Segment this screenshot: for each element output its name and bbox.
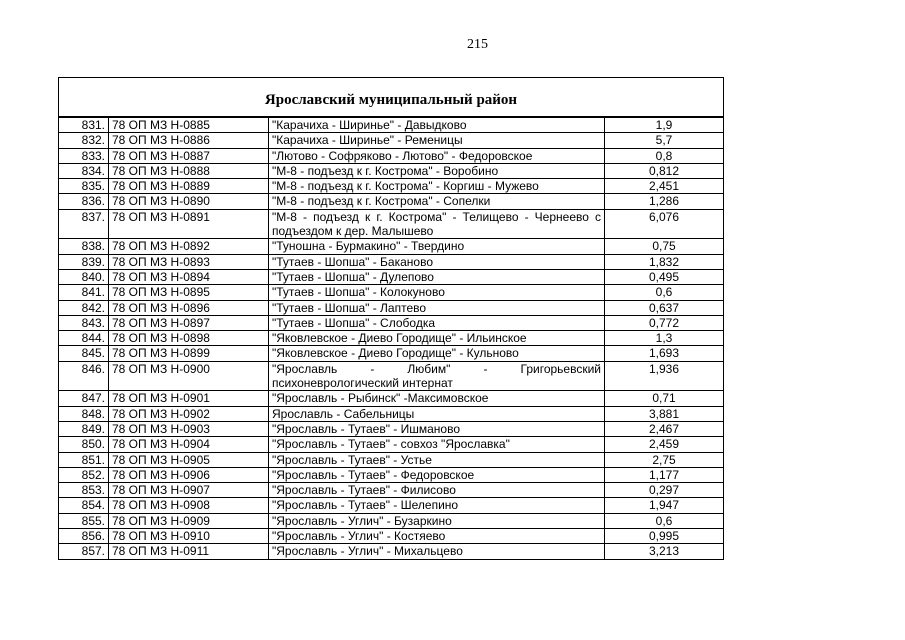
road-code: 78 ОП МЗ Н-0891 xyxy=(109,209,269,239)
table-row xyxy=(59,406,724,421)
row-number: 840. xyxy=(59,269,109,284)
road-length: 0,75 xyxy=(605,239,724,254)
road-code: 78 ОП МЗ Н-0897 xyxy=(109,315,269,330)
district-header xyxy=(58,77,724,117)
road-code: 78 ОП МЗ Н-0895 xyxy=(109,285,269,300)
row-number: 846. xyxy=(59,361,109,391)
page-number: 215 xyxy=(467,37,488,52)
row-number: 839. xyxy=(59,254,109,269)
road-code: 78 ОП МЗ Н-0902 xyxy=(109,406,269,421)
road-code: 78 ОП МЗ Н-0885 xyxy=(109,118,269,133)
road-code: 78 ОП МЗ Н-0903 xyxy=(109,421,269,436)
row-number: 836. xyxy=(59,194,109,209)
table-row xyxy=(59,452,724,467)
table-row xyxy=(59,300,724,315)
road-name: "Ярославль - Тутаев" - Шелепино xyxy=(269,498,605,513)
row-number: 838. xyxy=(59,239,109,254)
road-name: "Тутаев - Шопша" - Лаптево xyxy=(269,300,605,315)
road-code: 78 ОП МЗ Н-0893 xyxy=(109,254,269,269)
road-length: 1,177 xyxy=(605,467,724,482)
road-code: 78 ОП МЗ Н-0901 xyxy=(109,391,269,406)
road-code: 78 ОП МЗ Н-0900 xyxy=(109,361,269,391)
road-length: 0,297 xyxy=(605,483,724,498)
road-name: "Ярославль - Тутаев" - совхоз "Ярославка" xyxy=(269,437,605,452)
road-length: 0,6 xyxy=(605,285,724,300)
row-number: 855. xyxy=(59,513,109,528)
road-code: 78 ОП МЗ Н-0906 xyxy=(109,467,269,482)
table-row xyxy=(59,118,724,133)
road-length: 2,459 xyxy=(605,437,724,452)
table-row xyxy=(59,331,724,346)
row-number: 848. xyxy=(59,406,109,421)
district-title: Ярославский муниципальный район xyxy=(264,92,518,108)
road-name: "Лютово - Софряково - Лютово" - Федоровское xyxy=(269,148,605,163)
row-number: 843. xyxy=(59,315,109,330)
road-name: "Тутаев - Шопша" - Баканово xyxy=(269,254,605,269)
table-row xyxy=(59,239,724,254)
road-length: 1,947 xyxy=(605,498,724,513)
road-code: 78 ОП МЗ Н-0909 xyxy=(109,513,269,528)
road-length: 2,451 xyxy=(605,179,724,194)
row-number: 834. xyxy=(59,163,109,178)
road-code: 78 ОП МЗ Н-0886 xyxy=(109,133,269,148)
table-row xyxy=(59,148,724,163)
roads-table xyxy=(58,117,724,560)
road-code: 78 ОП МЗ Н-0889 xyxy=(109,179,269,194)
road-name: "Ярославль - Углич" - Михальцево xyxy=(269,544,605,559)
road-name: "Ярославль - Тутаев" - Ишманово xyxy=(269,421,605,436)
road-length: 2,467 xyxy=(605,421,724,436)
road-name: "М-8 - подъезд к г. Кострома" - Телищево - Чернеево с подъездом к дер. Малышево xyxy=(269,209,605,239)
table-row xyxy=(59,529,724,544)
table-row xyxy=(59,421,724,436)
row-number: 845. xyxy=(59,346,109,361)
row-number: 854. xyxy=(59,498,109,513)
row-number: 853. xyxy=(59,483,109,498)
road-code: 78 ОП МЗ Н-0890 xyxy=(109,194,269,209)
road-code: 78 ОП МЗ Н-0896 xyxy=(109,300,269,315)
road-code: 78 ОП МЗ Н-0894 xyxy=(109,269,269,284)
table-row xyxy=(59,179,724,194)
row-number: 831. xyxy=(59,118,109,133)
road-code: 78 ОП МЗ Н-0911 xyxy=(109,544,269,559)
road-length: 0,995 xyxy=(605,529,724,544)
row-number: 842. xyxy=(59,300,109,315)
road-length: 0,637 xyxy=(605,300,724,315)
row-number: 835. xyxy=(59,179,109,194)
road-length: 3,881 xyxy=(605,406,724,421)
row-number: 856. xyxy=(59,529,109,544)
road-name: "Тутаев - Шопша" - Колокуново xyxy=(269,285,605,300)
table-row xyxy=(59,194,724,209)
road-code: 78 ОП МЗ Н-0898 xyxy=(109,331,269,346)
road-name: "Ярославль - Углич" - Бузаркино xyxy=(269,513,605,528)
row-number: 857. xyxy=(59,544,109,559)
table-row xyxy=(59,254,724,269)
road-name: "Ярославль - Любим" - Григорьевский психоневрологический интернат xyxy=(269,361,605,391)
table-row xyxy=(59,346,724,361)
road-code: 78 ОП МЗ Н-0888 xyxy=(109,163,269,178)
road-name: "Туношна - Бурмакино" - Твердино xyxy=(269,239,605,254)
row-number: 844. xyxy=(59,331,109,346)
road-length: 5,7 xyxy=(605,133,724,148)
road-name: "Ярославль - Углич" - Костяево xyxy=(269,529,605,544)
table-row xyxy=(59,437,724,452)
table-row xyxy=(59,391,724,406)
road-name: "Тутаев - Шопша" - Слободка xyxy=(269,315,605,330)
road-code: 78 ОП МЗ Н-0892 xyxy=(109,239,269,254)
table-row xyxy=(59,498,724,513)
road-code: 78 ОП МЗ Н-0907 xyxy=(109,483,269,498)
row-number: 850. xyxy=(59,437,109,452)
road-length: 0,495 xyxy=(605,269,724,284)
road-length: 0,6 xyxy=(605,513,724,528)
road-name: "Карачиха - Ширинье" - Ременицы xyxy=(269,133,605,148)
road-name: "Ярославль - Тутаев" - Федоровское xyxy=(269,467,605,482)
road-name: "Яковлевское - Диево Городище" - Кульново xyxy=(269,346,605,361)
road-length: 0,8 xyxy=(605,148,724,163)
table-row xyxy=(59,513,724,528)
table-row xyxy=(59,133,724,148)
row-number: 837. xyxy=(59,209,109,239)
road-name: "Ярославль - Тутаев" - Устье xyxy=(269,452,605,467)
table-row xyxy=(59,315,724,330)
road-length: 1,936 xyxy=(605,361,724,391)
road-name: "М-8 - подъезд к г. Кострома" - Сопелки xyxy=(269,194,605,209)
road-code: 78 ОП МЗ Н-0905 xyxy=(109,452,269,467)
table-row xyxy=(59,483,724,498)
road-name: "М-8 - подъезд к г. Кострома" - Воробино xyxy=(269,163,605,178)
road-code: 78 ОП МЗ Н-0910 xyxy=(109,529,269,544)
road-code: 78 ОП МЗ Н-0887 xyxy=(109,148,269,163)
road-name: Ярославль - Сабельницы xyxy=(269,406,605,421)
road-length: 0,71 xyxy=(605,391,724,406)
road-name: "Ярославль - Рыбинск" -Максимовское xyxy=(269,391,605,406)
row-number: 832. xyxy=(59,133,109,148)
table-row xyxy=(59,467,724,482)
road-length: 1,832 xyxy=(605,254,724,269)
row-number: 847. xyxy=(59,391,109,406)
road-code: 78 ОП МЗ Н-0908 xyxy=(109,498,269,513)
road-code: 78 ОП МЗ Н-0899 xyxy=(109,346,269,361)
road-name: "Ярославль - Тутаев" - Филисово xyxy=(269,483,605,498)
road-length: 1,286 xyxy=(605,194,724,209)
road-length: 6,076 xyxy=(605,209,724,239)
row-number: 849. xyxy=(59,421,109,436)
table-row xyxy=(59,544,724,559)
road-name: "Яковлевское - Диево Городище" - Ильинское xyxy=(269,331,605,346)
row-number: 833. xyxy=(59,148,109,163)
road-length: 0,772 xyxy=(605,315,724,330)
row-number: 841. xyxy=(59,285,109,300)
road-length: 0,812 xyxy=(605,163,724,178)
table-row xyxy=(59,269,724,284)
table-row xyxy=(59,163,724,178)
roads-table-body xyxy=(59,118,724,560)
road-length: 3,213 xyxy=(605,544,724,559)
road-name: "М-8 - подъезд к г. Кострома" - Коргиш - Мужево xyxy=(269,179,605,194)
row-number: 851. xyxy=(59,452,109,467)
table-row xyxy=(59,361,724,391)
table-row xyxy=(59,285,724,300)
road-length: 1,693 xyxy=(605,346,724,361)
road-length: 1,9 xyxy=(605,118,724,133)
row-number: 852. xyxy=(59,467,109,482)
table-row xyxy=(59,209,724,239)
road-name: "Карачиха - Ширинье" - Давыдково xyxy=(269,118,605,133)
road-name: "Тутаев - Шопша" - Дулепово xyxy=(269,269,605,284)
road-code: 78 ОП МЗ Н-0904 xyxy=(109,437,269,452)
road-length: 1,3 xyxy=(605,331,724,346)
road-length: 2,75 xyxy=(605,452,724,467)
